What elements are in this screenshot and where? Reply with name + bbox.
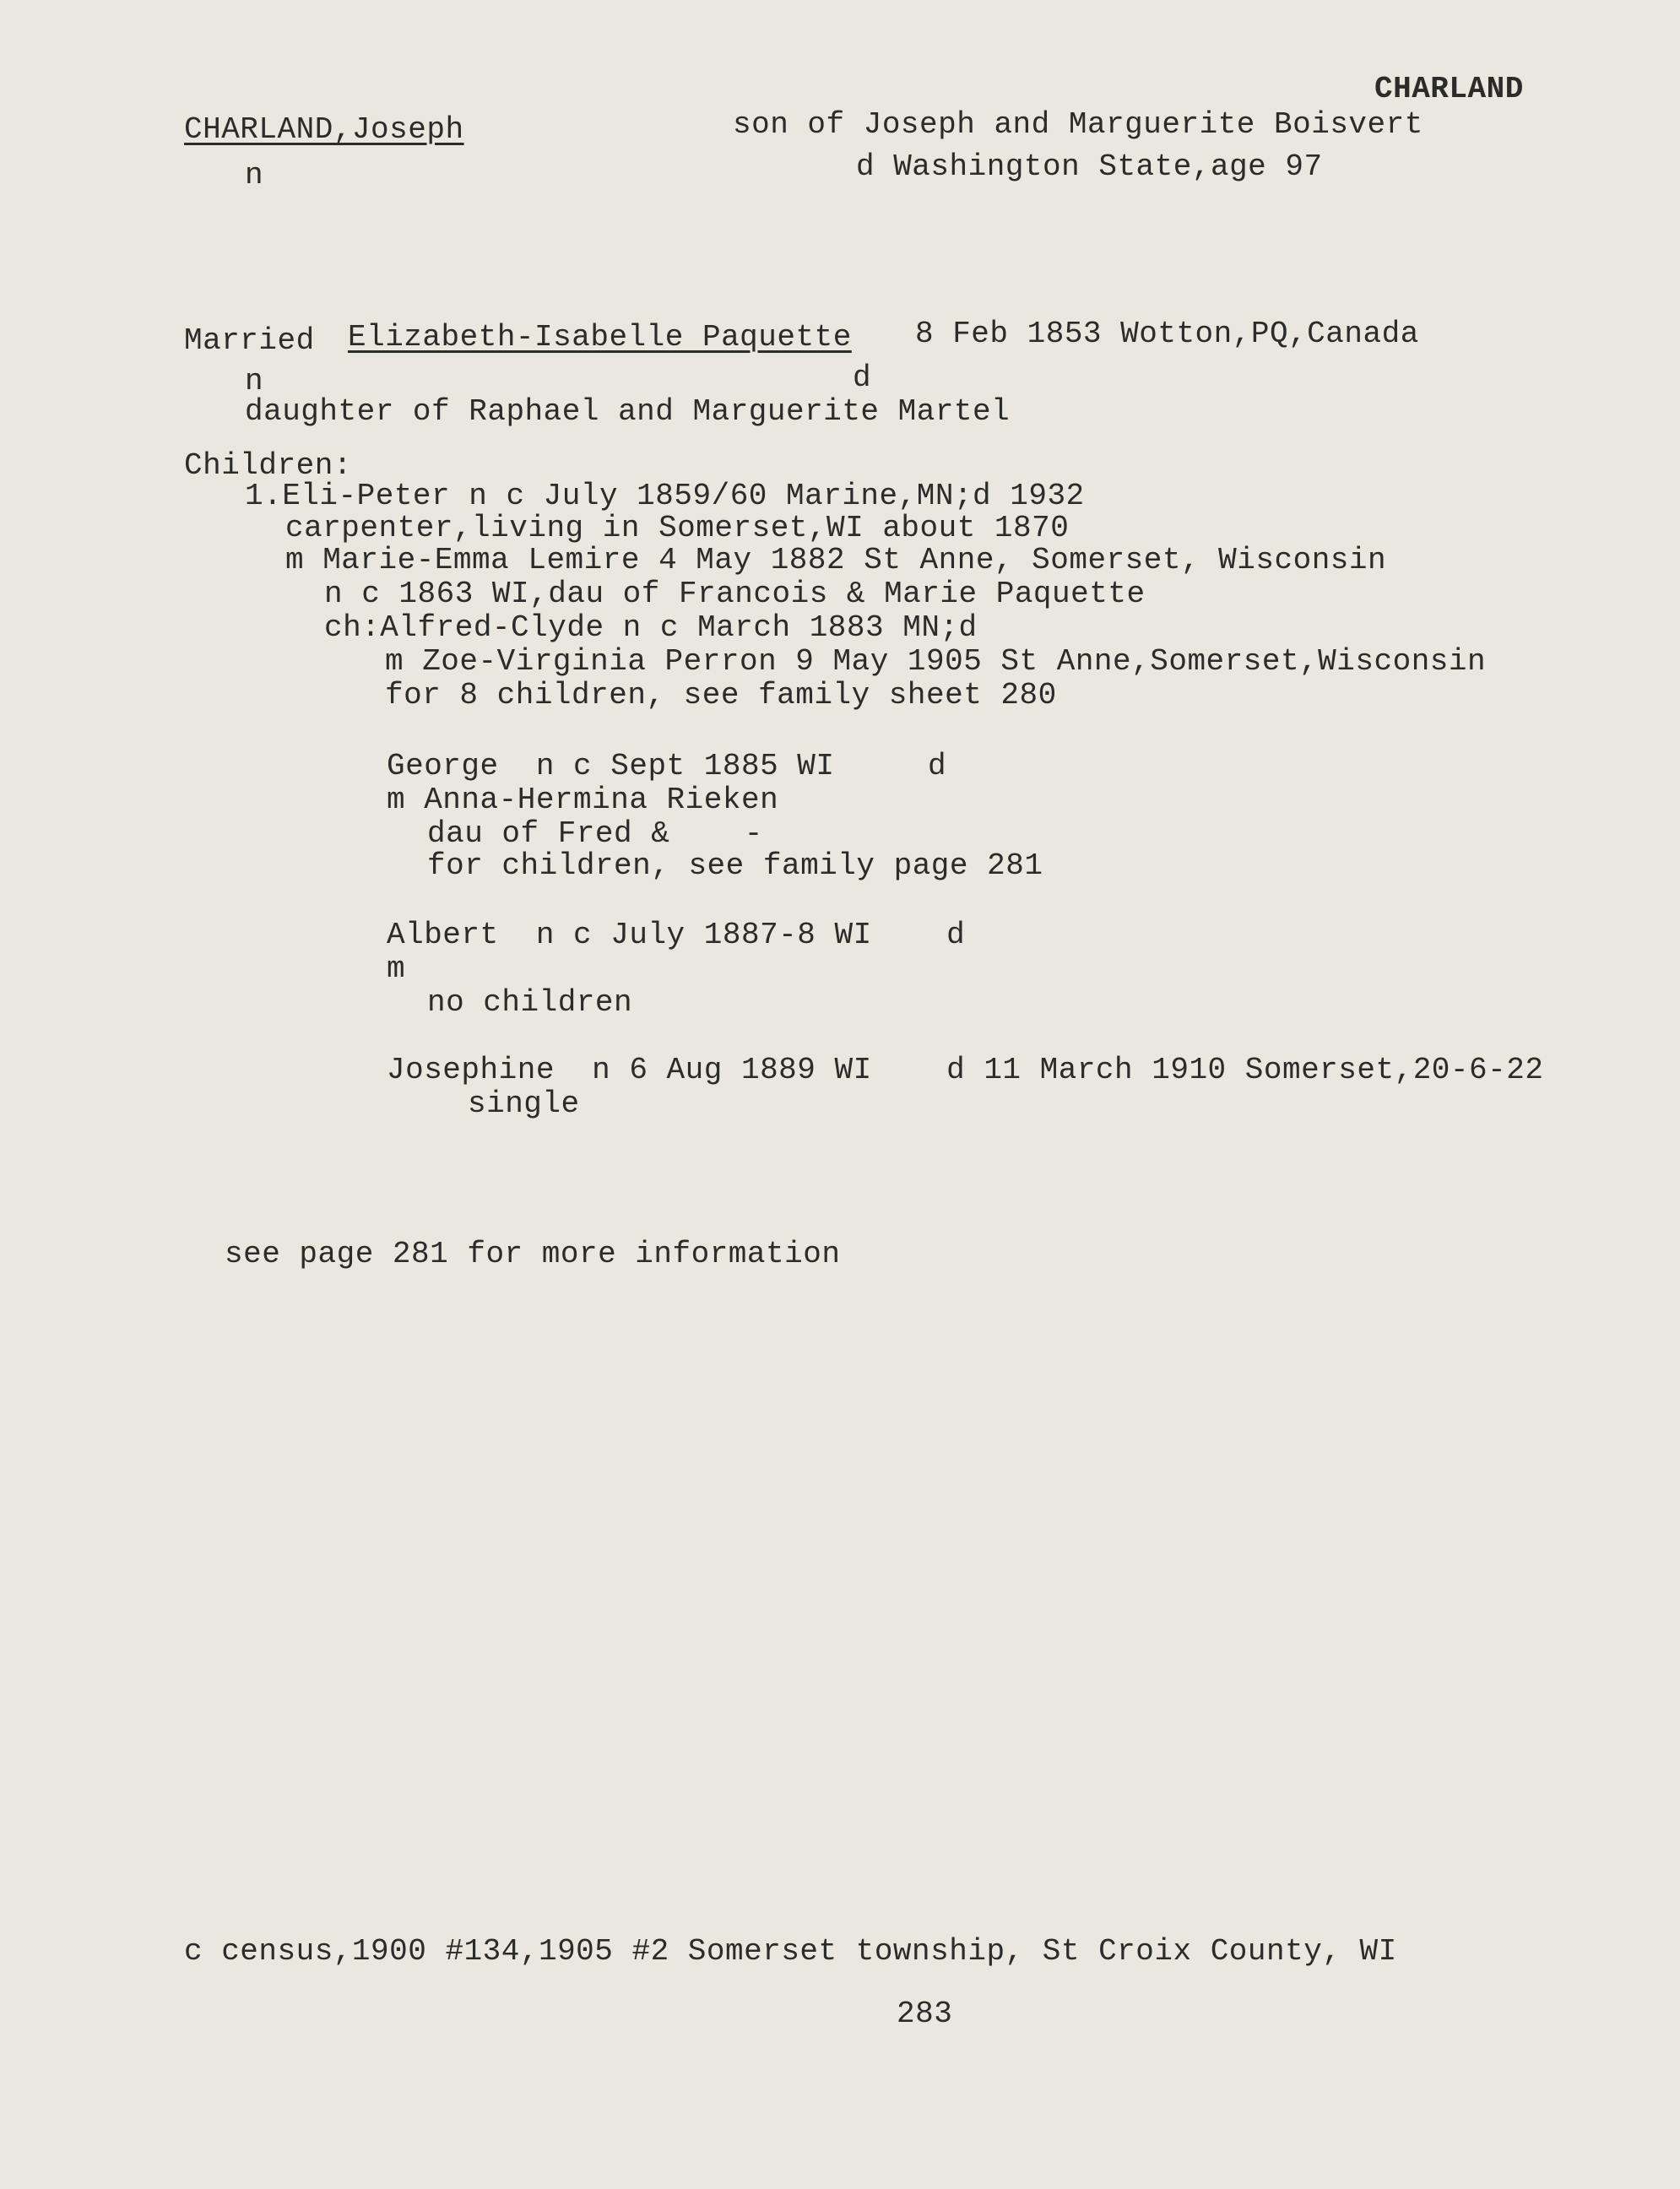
george-line: for children, see family page 281 — [427, 848, 1043, 883]
josephine-line: single — [468, 1086, 580, 1121]
marriage-prefix: Married — [184, 323, 315, 358]
subject-birth: n — [245, 158, 264, 192]
subject-death: d Washington State,age 97 — [856, 149, 1323, 184]
census-footnote: c census,1900 #134,1905 #2 Somerset township, St Croix County, WI — [184, 1934, 1397, 1969]
child-line: m Marie-Emma Lemire 4 May 1882 St Anne, Somerset, Wisconsin — [285, 543, 1387, 577]
children-heading: Children: — [184, 448, 352, 483]
child-line: m Zoe-Virginia Perron 9 May 1905 St Anne,Somerset,Wisconsin — [385, 644, 1487, 679]
child-line: 1.Eli-Peter n c July 1859/60 Marine,MN;d 1932 — [245, 479, 1085, 513]
albert-line: no children — [427, 985, 633, 1020]
george-line: dau of Fred & - — [427, 816, 763, 851]
albert-line: m — [387, 951, 406, 986]
surname-heading: CHARLAND — [1374, 72, 1524, 106]
spouse-parents: daughter of Raphael and Marguerite Martel — [245, 394, 1011, 429]
subject-name: CHARLAND,Joseph — [184, 112, 464, 147]
child-line: ch:Alfred-Clyde n c March 1883 MN;d — [324, 610, 978, 645]
child-line: carpenter,living in Somerset,WI about 1870 — [285, 511, 1070, 545]
spouse-name: Elizabeth-Isabelle Paquette — [348, 320, 852, 355]
page-number: 283 — [897, 1997, 953, 2031]
george-line: George n c Sept 1885 WI d — [387, 749, 947, 783]
albert-line: Albert n c July 1887-8 WI d — [387, 918, 966, 952]
josephine-line: Josephine n 6 Aug 1889 WI d 11 March 1910 Somerset,20-6-22 — [387, 1053, 1544, 1087]
child-line: for 8 children, see family sheet 280 — [385, 678, 1057, 713]
spouse-birth: n — [245, 364, 264, 398]
spouse-death: d — [853, 360, 872, 395]
george-line: m Anna-Hermina Rieken — [387, 783, 779, 817]
subject-parents: son of Joseph and Marguerite Boisvert — [733, 107, 1423, 142]
child-line: n c 1863 WI,dau of Francois & Marie Paquette — [324, 577, 1146, 611]
marriage-date-place: 8 Feb 1853 Wotton,PQ,Canada — [915, 317, 1419, 351]
see-also-note: see page 281 for more information — [225, 1237, 841, 1271]
